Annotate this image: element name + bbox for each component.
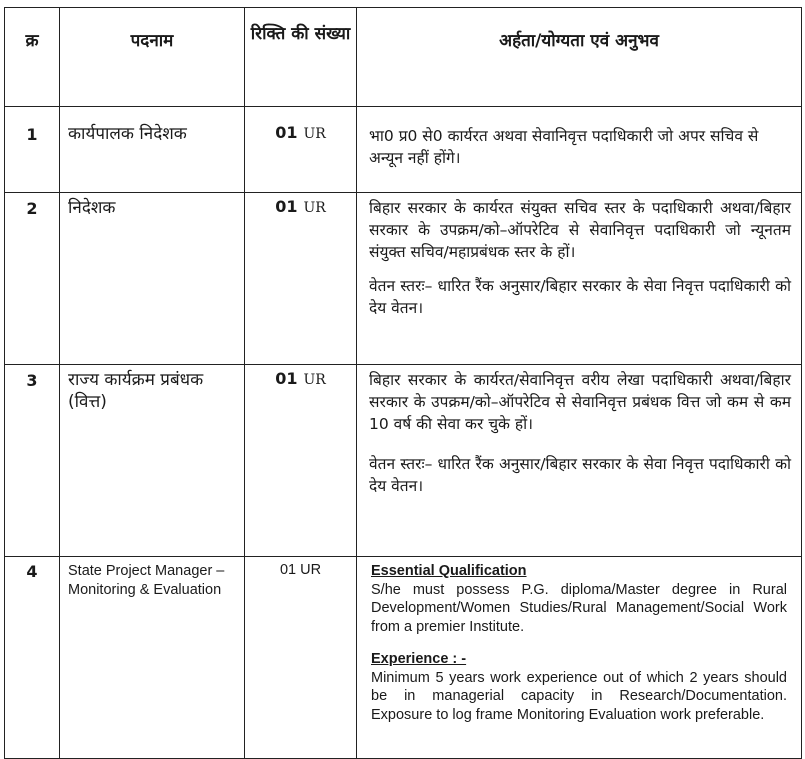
qualification-cell [357, 365, 802, 557]
vacancy-count: 01 [275, 197, 298, 216]
vacancy-cell [245, 107, 357, 193]
post-name: राज्य कार्यक्रम प्रबंधक (वित्त) [60, 365, 245, 557]
experience-block [371, 650, 787, 724]
header-vacancy-count: रिक्ति की संख्या [245, 8, 357, 107]
vacancy-count: 01 [275, 123, 298, 142]
post-name: कार्यपालक निदेशक [60, 107, 245, 193]
essential-qualification-heading: Essential Qualification [371, 563, 527, 579]
qualification-text: बिहार सरकार के कार्यरत/सेवानिवृत्त वरीय लेखा पदाधिकारी अथवा/बिहार सरकार के उपक्रम/को–ऑपरेटिव से सेवानिवृत्त प्रबंधक वित्त जो कम से कम 10 वर्ष की सेवा कर चुके हों। [369, 371, 791, 433]
salary-text: वेतन स्तरः– धारित रैंक अनुसार/बिहार सरकार के सेवा निवृत्त पदाधिकारी को देय वेतन। [369, 277, 791, 317]
table-row [5, 193, 802, 365]
table-row [5, 107, 802, 193]
vacancy-category: UR [303, 126, 326, 142]
serial-no: 1 [5, 107, 60, 193]
header-row [5, 8, 802, 107]
vacancy-cell [245, 365, 357, 557]
serial-no: 3 [5, 365, 60, 557]
essential-qualification-text: S/he must possess P.G. diploma/Master degree in Rural Development/Women Studies/Rural Management/Social Work from a premier Institute. [371, 581, 787, 635]
post-name: निदेशक [60, 193, 245, 365]
experience-heading: Experience : - [371, 651, 467, 667]
vacancy-cell [245, 193, 357, 365]
salary-text: वेतन स्तरः– धारित रैंक अनुसार/बिहार सरकार के सेवा निवृत्त पदाधिकारी को देय वेतन। [369, 455, 791, 495]
qualification-cell [357, 557, 802, 759]
header-serial-no: क्र [5, 8, 60, 107]
qualification-text: भा0 प्र0 से0 कार्यरत अथवा सेवानिवृत्त पदाधिकारी जो अपर सचिव से अन्यून नहीं होंगे। [369, 127, 759, 167]
table-row [5, 557, 802, 759]
serial-no: 4 [5, 557, 60, 759]
vacancy-count: 01 [275, 369, 298, 388]
experience-text: Minimum 5 years work experience out of which 2 years should be in managerial capacity in Research/Documentation. Exposure to log frame Monitoring Evaluation work preferable. [371, 669, 787, 723]
header-post-name: पदनाम [60, 8, 245, 107]
header-qualification: अर्हता/योग्यता एवं अनुभव [357, 8, 802, 107]
vacancy-table [4, 7, 802, 759]
essential-qualification-block [371, 562, 787, 636]
vacancy-cell: 01 UR [245, 557, 357, 759]
qualification-text: बिहार सरकार के कार्यरत संयुक्त सचिव स्तर के पदाधिकारी अथवा/बिहार सरकार के उपक्रम/को–ऑपरेटिव से सेवानिवृत्त पदाधिकारी जो न्यूनतम संयुक्त सचिव/महाप्रबंधक स्तर के हों। [369, 199, 791, 261]
table-row [5, 365, 802, 557]
serial-no: 2 [5, 193, 60, 365]
vacancy-category: UR [303, 372, 326, 388]
qualification-cell [357, 193, 802, 365]
post-name: State Project Manager – Monitoring & Evaluation [60, 557, 245, 759]
vacancy-category: UR [303, 200, 326, 216]
qualification-cell [357, 107, 802, 193]
